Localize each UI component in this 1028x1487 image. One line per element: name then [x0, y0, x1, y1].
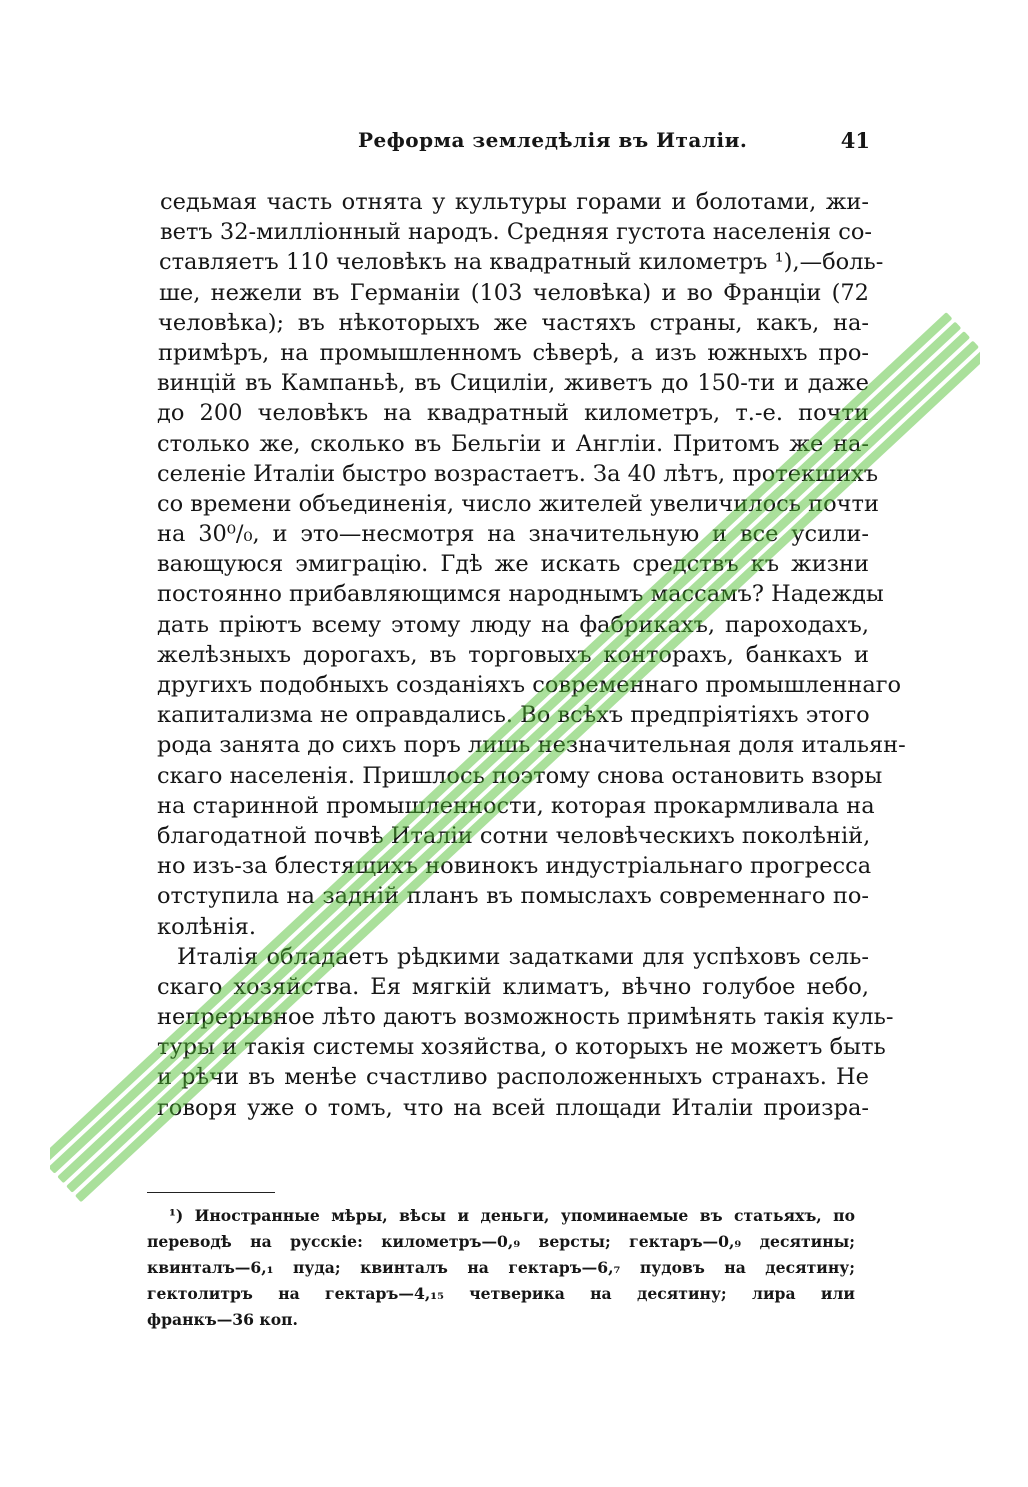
body-line: скаго хозяйства. Ея мягкій климатъ, вѣчно голубое небо,	[157, 973, 869, 1000]
footnote-line: ¹) Иностранные мѣры, вѣсы и деньги, упоминаемые въ статьяхъ, по	[169, 1206, 855, 1225]
running-title: Реформа земледѣлія въ Италіи.	[358, 128, 748, 152]
body-line: ставляетъ 110 человѣкъ на квадратный километръ ¹),—боль-	[159, 249, 884, 276]
footnote-line: франкъ—36 коп.	[147, 1310, 298, 1329]
body-line: говоря уже о томъ, что на всей площади Италіи произра-	[157, 1094, 869, 1121]
footnote-line: переводѣ на русскіе: километръ—0,₉ версты; гектаръ—0,₉ десятины;	[147, 1232, 855, 1251]
body-line: колѣнія.	[157, 913, 257, 940]
body-line: до 200 человѣкъ на квадратный километръ, т.-е. почти	[157, 400, 869, 427]
body-line: туры и такія системы хозяйства, о которыхъ не можетъ быть	[157, 1034, 886, 1061]
body-line: отступила на задній планъ въ помыслахъ современнаго по-	[157, 883, 869, 910]
body-line: постоянно прибавляющимся народнымъ массамъ? Надежды	[157, 581, 884, 608]
footnote-divider	[147, 1192, 275, 1193]
body-line: человѣка); въ нѣкоторыхъ же частяхъ страны, какъ, на-	[158, 309, 869, 336]
body-line: скаго населенія. Пришлось поэтому снова остановить взоры	[157, 762, 883, 789]
footnotes	[147, 1203, 855, 1333]
body-line: вающуюся эмиграцію. Гдѣ же искать средствъ къ жизни	[157, 551, 869, 578]
body-line: примѣръ, на промышленномъ сѣверѣ, а изъ южныхъ про-	[158, 339, 869, 366]
body-line: на старинной промышленности, которая прокармливала на	[157, 792, 875, 819]
body-line: капитализма не оправдались. Во всѣхъ предпріятіяхъ этого	[157, 702, 870, 729]
body-text	[157, 187, 906, 1123]
footnote-line: гектолитръ на гектаръ—4,₁₅ четверика на десятину; лира или	[147, 1284, 855, 1303]
footnote-line: квинталъ—6,₁ пуда; квинталъ на гектаръ—6,₇ пудовъ на десятину;	[147, 1258, 855, 1277]
page-number: 41	[840, 128, 870, 153]
running-head	[150, 128, 870, 158]
body-line: ветъ 32-милліонный народъ. Средняя густота населенія со-	[160, 219, 873, 246]
body-line: дать пріютъ всему этому люду на фабрикахъ, пароходахъ,	[157, 611, 869, 638]
body-line: но изъ-за блестящихъ новинокъ индустріальнаго прогресса	[157, 853, 872, 880]
body-line: непрерывное лѣто даютъ возможность примѣнять такія куль-	[157, 1004, 894, 1031]
body-line: ше, нежели въ Германіи (103 человѣка) и во Франціи (72	[159, 279, 869, 306]
body-line: желѣзныхъ дорогахъ, въ торговыхъ конторахъ, банкахъ и	[157, 641, 869, 668]
body-line: винцій въ Кампаньѣ, въ Сициліи, живетъ до 150-ти и даже	[157, 370, 869, 397]
body-line: столько же, сколько въ Бельгіи и Англіи. Притомъ же на-	[157, 430, 869, 457]
body-line: седьмая часть отнята у культуры горами и болотами, жи-	[160, 189, 869, 215]
paragraph-first-line: Италія обладаетъ рѣдкими задатками для успѣховъ сель-	[177, 943, 869, 970]
body-line: со времени объединенія, число жителей увеличилось почти	[157, 490, 879, 517]
body-line: на 30⁰/₀, и это—несмотря на значительную и все усили-	[157, 521, 869, 548]
body-line: рода занята до сихъ поръ лишь незначительная доля итальян-	[157, 732, 906, 759]
body-line: благодатной почвѣ Италіи сотни человѣческихъ поколѣній,	[157, 822, 871, 849]
body-line: другихъ подобныхъ созданіяхъ современнаго промышленнаго	[157, 672, 902, 698]
body-line: селеніе Италіи быстро возрастаетъ. За 40 лѣтъ, протекшихъ	[157, 460, 879, 487]
body-line: и рѣчи въ менѣе счастливо расположенныхъ странахъ. Не	[157, 1064, 869, 1091]
